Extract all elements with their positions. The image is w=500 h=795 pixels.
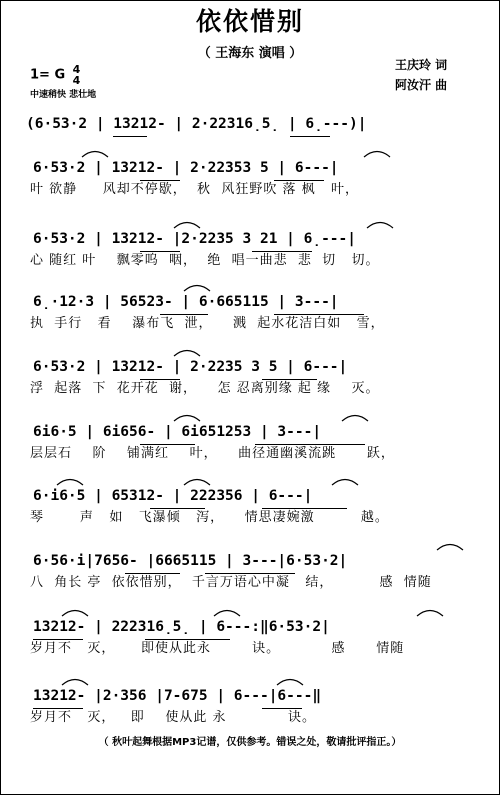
- composer-credit: 阿汝汗 曲: [395, 78, 448, 92]
- score-line-2-notes: 6·53·2 | 13212- |2·2235 3 21 | 6̣---|: [33, 231, 357, 247]
- slur-arc: [212, 607, 242, 617]
- score-line-5-notes: 6i6·5 | 6i656- | 6i651253 | 3---|: [33, 424, 322, 440]
- score-line-6-notes: 6·i6·5 | 65312- | 222356 | 6---|: [33, 488, 313, 504]
- time-top: 4: [72, 63, 81, 76]
- score-line-8-lyrics: 岁月不 灭， 即使从此永 诀。 感 情随: [30, 641, 405, 656]
- transcription-note: （ 秋叶起舞根据MP3记谱，仅供参考。错误之处，敬请批评指正。）: [98, 737, 402, 748]
- score-line-1-lyrics: 叶 欲静 风却不停歇， 秋 风狂野吹 落 枫 叶，: [30, 182, 359, 197]
- beam-line: [113, 136, 147, 137]
- slur-arc: [80, 148, 110, 158]
- slur-arc: [172, 412, 202, 422]
- time-signature: [73, 64, 81, 86]
- score-line-4-notes: 6·53·2 | 13212- | 2·2235 3 5 | 6---|: [33, 359, 348, 375]
- score-line-9-lyrics: 岁月不 灭， 即 使从此 永 诀。: [30, 710, 317, 725]
- slur-arc: [330, 476, 360, 486]
- score-line-1-notes: 6·53·2 | 13212- | 2·22353 5 | 6---|: [33, 160, 339, 176]
- slur-arc: [362, 148, 392, 158]
- slur-arc: [435, 541, 465, 551]
- slur-arc: [55, 476, 85, 486]
- intro-notes: (6·53·2 | 13212- | 2·22316̣5̣ | 6̣---)|: [26, 116, 367, 132]
- lyricist-credit: 王庆玲 词: [395, 58, 448, 72]
- singer-credit: （ 王海东 演唱 ）: [197, 46, 303, 61]
- slur-arc: [182, 282, 212, 292]
- score-line-4-lyrics: 浮 起落 下 花开花 谢， 怎 忍离别缘 起 缘 灭。: [30, 381, 380, 396]
- song-title: 依依惜别: [195, 7, 304, 36]
- score-line-8-notes: 13212- | 222316̣5̣ | 6---:‖6·53·2|: [33, 619, 330, 635]
- slur-arc: [182, 476, 212, 486]
- beam-line: [290, 136, 330, 137]
- slur-arc: [340, 412, 370, 422]
- score-line-7-lyrics: 八 角长 亭 依依惜别， 千言万语心中凝 结， 感 情随: [30, 575, 432, 590]
- slur-arc: [275, 676, 305, 686]
- score-line-2-lyrics: 心 随红 叶 飘零呜 咽， 绝 唱一曲悲 悲 切 切。: [30, 253, 380, 268]
- slur-arc: [60, 607, 90, 617]
- slur-arc: [415, 607, 445, 617]
- slur-arc: [60, 676, 90, 686]
- time-bottom: 4: [72, 74, 81, 87]
- score-line-7-notes: 6·56·i|7656- |6665115 | 3---|6·53·2|: [33, 553, 348, 569]
- slur-arc: [365, 219, 395, 229]
- score-line-3-notes: 6̣·12·3 | 56523- | 6·665115 | 3---|: [33, 294, 339, 310]
- key-label: 1= G: [30, 67, 66, 83]
- score-line-3-lyrics: 执 手行 看 瀑布飞 泄， 溅 起水花洁白如 雪，: [30, 316, 385, 331]
- score-line-5-lyrics: 层层石 阶 铺满红 叶， 曲径通幽溪流跳 跃，: [30, 446, 395, 461]
- score-line-6-lyrics: 琴 声 如 飞瀑倾 泻， 情思凄婉激 越。: [30, 510, 389, 525]
- slur-arc: [172, 347, 202, 357]
- slur-arc: [172, 219, 202, 229]
- score-line-9-notes: 13212- |2·356 |7-675 | 6---|6---‖: [33, 688, 322, 704]
- tempo-marking: 中速稍快 悲壮地: [30, 90, 97, 100]
- key-signature: [30, 64, 80, 86]
